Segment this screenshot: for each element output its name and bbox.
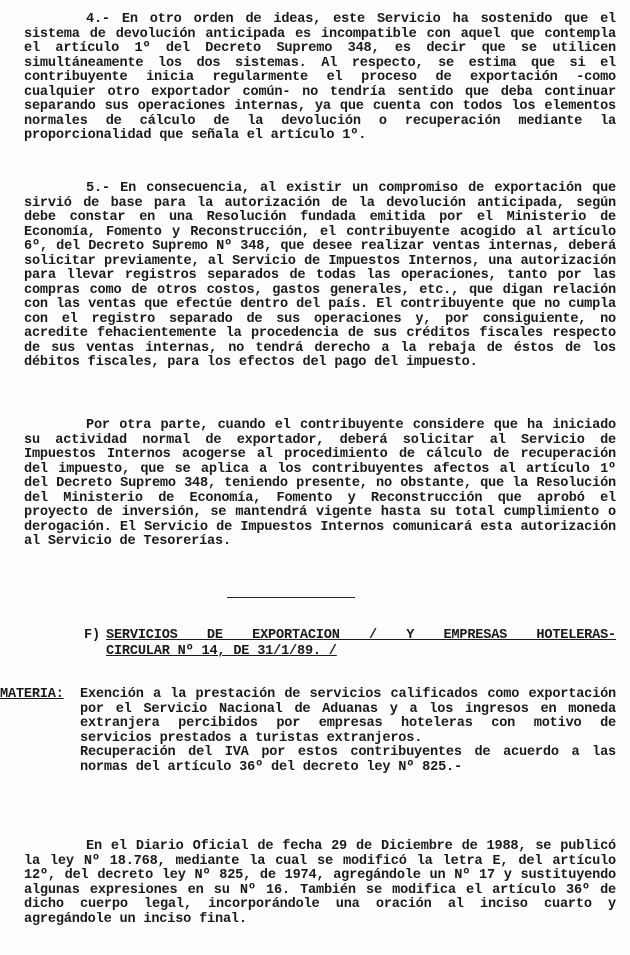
materia-text-1: Exención a la prestación de servicios calificados como exportación por el Servicio Nacional de Aduanas y a los ingresos en moneda extranjera percibidos por empresas hoteleras con motivo de servicios prestados a turistas extranjeros.	[80, 687, 616, 746]
materia-text-2: Recuperación del IVA por estos contribuyentes de acuerdo a las normas del artículo 36º del decreto ley Nº 825.-	[80, 745, 616, 775]
materia-block	[0, 688, 616, 775]
paragraph-6: Por otra parte, cuando el contribuyente considere que ha iniciado su actividad normal de exportador, deberá solicitar al Servicio de Impuestos Internos acogerse al procedimiento de cálculo de recuperación del impuesto, que se aplica a los contribuyentes afectos al artículo 1º del Decreto Supremo 348, teniendo presente, no obstante, que la Resolución del Ministerio de Economía, Fomento y Reconstrucción que aprobó el proyecto de inversión, se mantendrá vigente hasta su total cumplimiento o derogación. El Servicio de Impuestos Internos comunicará esta autorización al Servicio de Tesorerías.	[24, 418, 616, 549]
materia-label: MATERIA:	[0, 687, 64, 702]
section-heading-line1	[84, 628, 616, 644]
section-title-line1: SERVICIOS DE EXPORTACION / Y EMPRESAS HOTELERAS-	[106, 628, 616, 643]
paragraph-5: 5.- En consecuencia, al existir un compromiso de exportación que sirvió de base para la autorización de la devolución anticipada, según debe constar en una Resolución fundada emitida por el Ministerio de Economía, Fomento y Reconstrucción, el contribuyente acogido al artículo 6º, del Decreto Supremo Nº 348, que desee realizar ventas internas, deberá solicitar previamente, al Servicio de Impuestos Internos, una autorización para llevar registros separados de todas las operaciones, tanto por las compras como de otros costos, gastos generales, etc., que digan relación con las ventas que efectúe dentro del país. El contribuyente que no cumpla con el registro separado de sus operaciones y, por consiguiente, no acredite fehacientemente la procedencia de sus créditos fiscales respecto de sus ventas internas, no tendrá derecho a la rebaja de éstos de los débitos fiscales, para los efectos del pago del impuesto.	[24, 181, 616, 370]
paragraph-4: 4.- En otro orden de ideas, este Servicio ha sostenido que el sistema de devolución anticipada es incompatible con aquel que contempla el artículo 1º del Decreto Supremo 348, es decir que se utilicen simultáneamente los dos sistemas. Al respecto, se estima que si el contribuyente inicia regularmente el proceso de exportación -como cualquier otro exportador común- no tendría sentido que deba continuar separando sus operaciones internas, ya que cuenta con todos los elementos normales de cálculo de la devolución o recuperación mediante la proporcionalidad que señala el artículo 1º.	[24, 12, 616, 143]
paragraph-7: En el Diario Oficial de fecha 29 de Diciembre de 1988, se publicó la ley Nº 18.768, mediante la cual se modificó la letra E, del artículo 12º, del decreto ley Nº 825, de 1974, agregándole un Nº 17 y sustituyendo algunas expresiones en su Nº 16. También se modifica el artículo 36º de dicho cuerpo legal, incorporándole una oración al inciso cuarto y agregándole un inciso final.	[24, 839, 616, 927]
section-heading	[84, 628, 616, 660]
section-title-line2: CIRCULAR Nº 14, DE 31/1/89. /	[106, 644, 337, 659]
materia-body	[80, 688, 616, 775]
section-divider	[227, 597, 355, 598]
section-letter: F)	[84, 628, 100, 643]
